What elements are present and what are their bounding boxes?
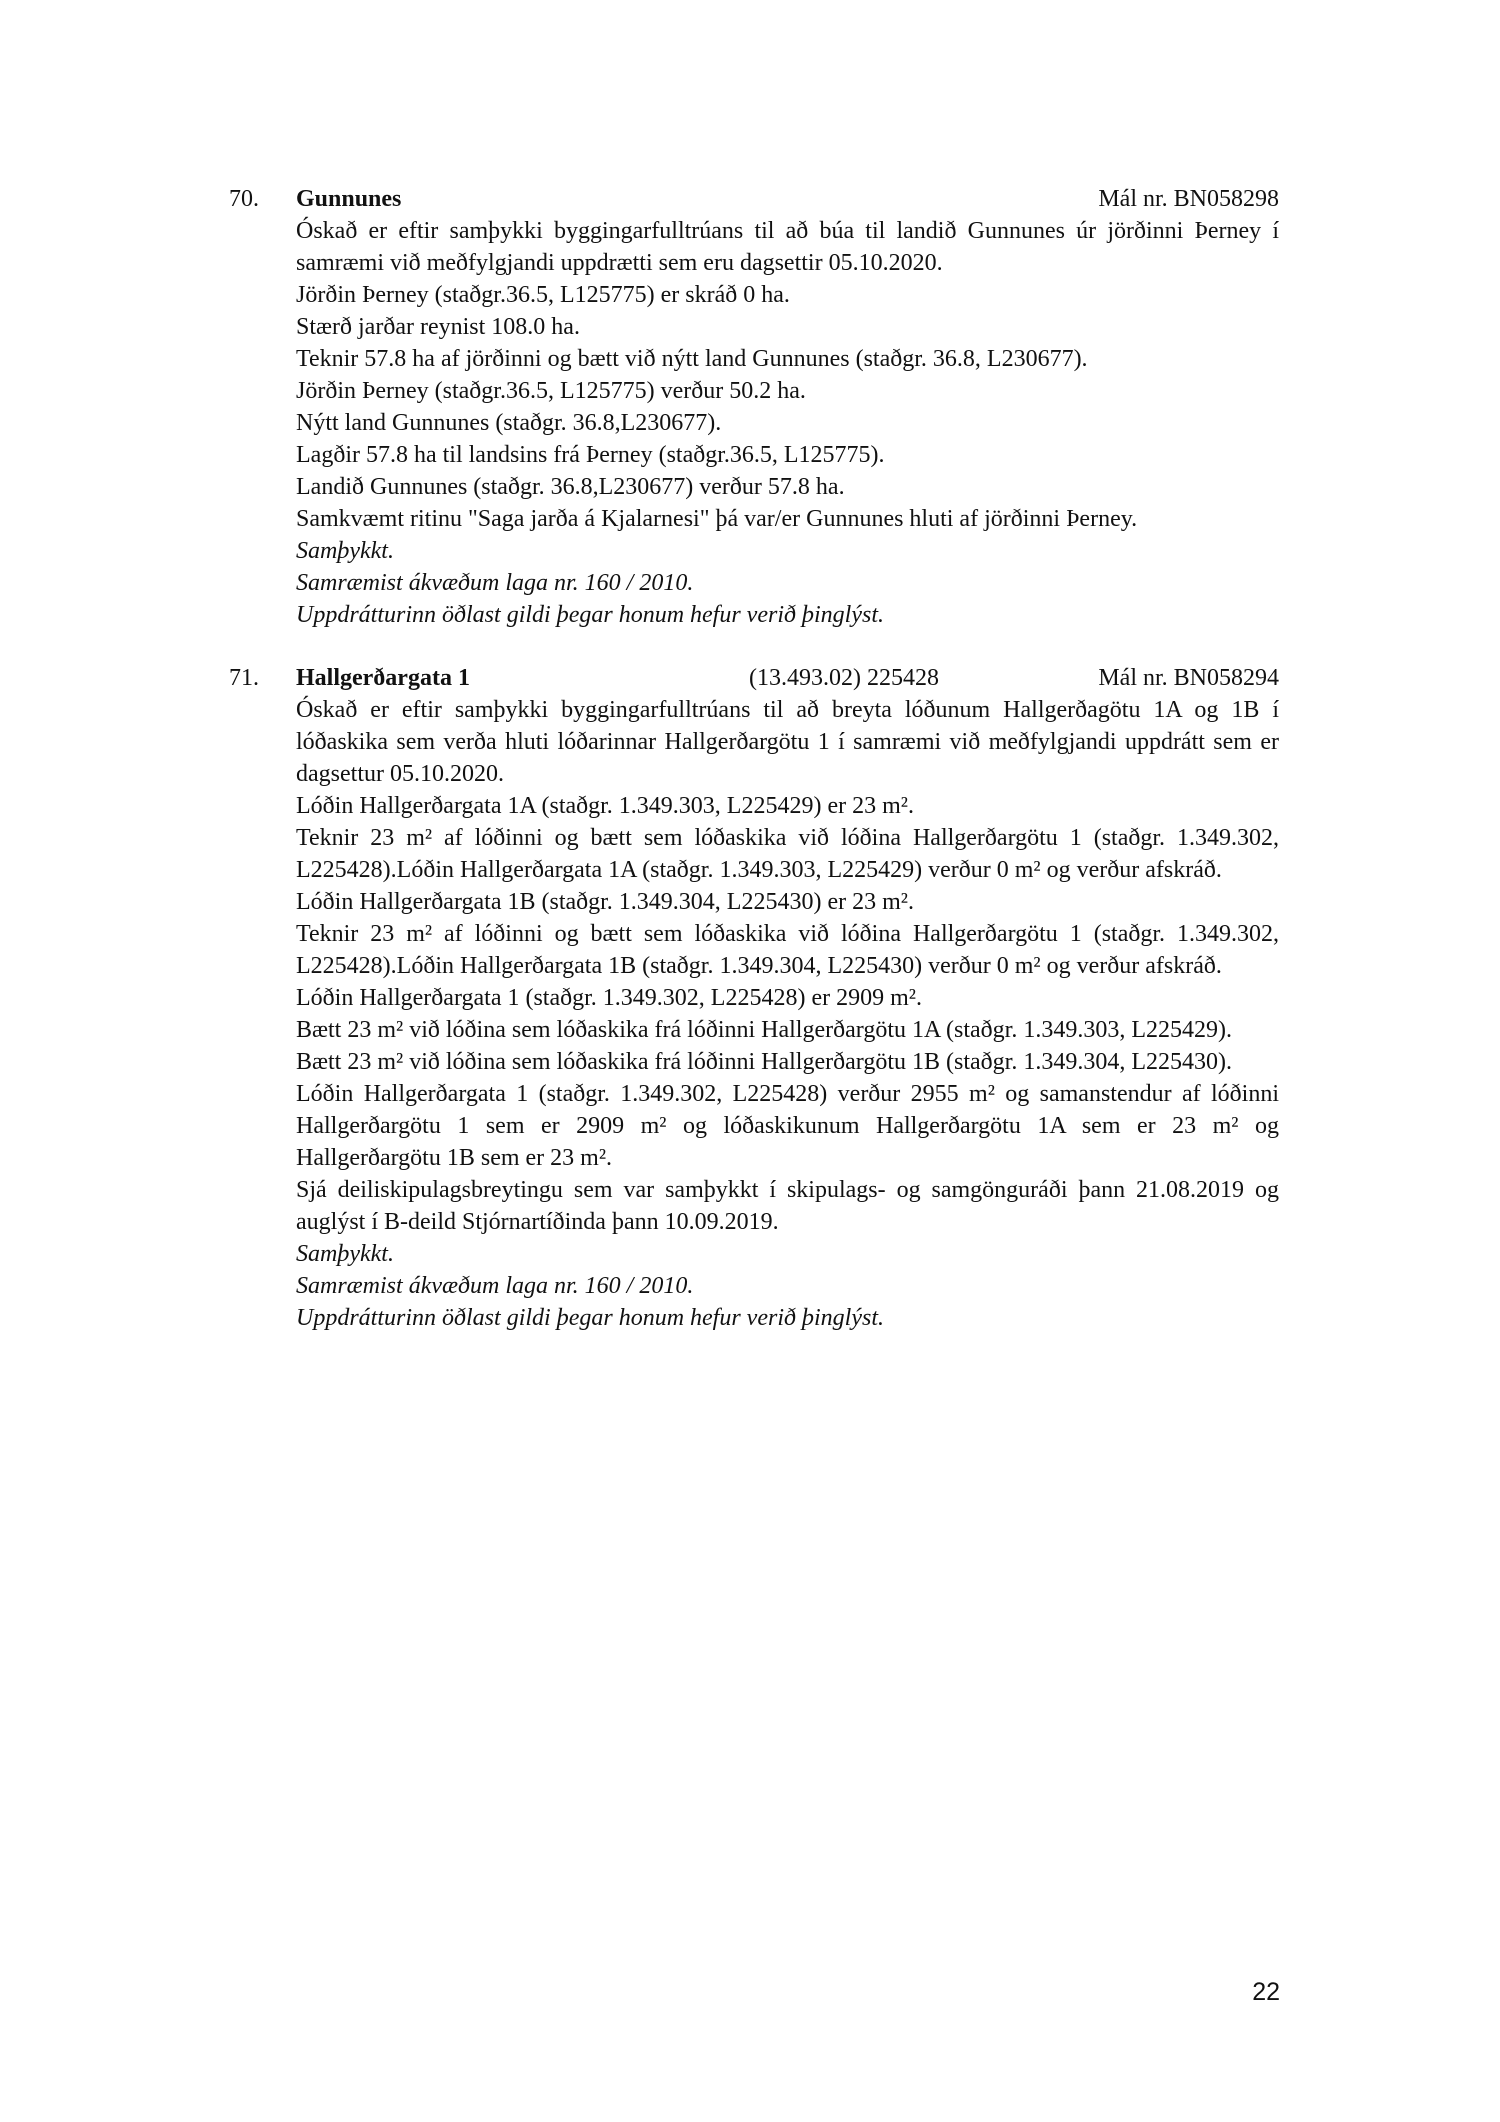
case-number: Mál nr. BN058298 xyxy=(1098,186,1279,212)
item-paragraph: Stærð jarðar reynist 108.0 ha. xyxy=(296,314,580,340)
item-paragraph: Óskað er eftir samþykki byggingarfulltrúans til að breyta lóðunum Hallgerðagötu 1A og 1B í lóðaskika sem verða hluti lóðarinnar Hallgerðargötu 1 í samræmi við meðfylgjandi uppdrátt sem er dagsettur 05.10.2020. xyxy=(296,697,1279,787)
item-header xyxy=(229,662,1279,694)
item-paragraph: Jörðin Þerney (staðgr.36.5, L125775) verður 50.2 ha. xyxy=(296,378,806,404)
property-reference: (13.493.02) 225428 xyxy=(749,665,939,691)
law-compliance-note: Samræmist ákvæðum laga nr. 160 / 2010. xyxy=(296,1273,694,1299)
item-paragraph: Nýtt land Gunnunes (staðgr. 36.8,L230677). xyxy=(296,410,722,436)
item-title: Hallgerðargata 1 xyxy=(296,665,470,691)
item-paragraph: Landið Gunnunes (staðgr. 36.8,L230677) verður 57.8 ha. xyxy=(296,474,845,500)
item-paragraph: Teknir 57.8 ha af jörðinni og bætt við nýtt land Gunnunes (staðgr. 36.8, L230677). xyxy=(296,346,1088,372)
agenda-item-71 xyxy=(229,662,1279,1334)
law-compliance-note: Samræmist ákvæðum laga nr. 160 / 2010. xyxy=(296,570,694,596)
item-paragraph: Lóðin Hallgerðargata 1 (staðgr. 1.349.302, L225428) er 2909 m². xyxy=(296,985,922,1011)
item-paragraph: Jörðin Þerney (staðgr.36.5, L125775) er skráð 0 ha. xyxy=(296,282,790,308)
item-paragraph: Sjá deiliskipulagsbreytingu sem var samþykkt í skipulags- og samgönguráði þann 21.08.2019 og auglýst í B-deild Stjórnartíðinda þann 10.09.2019. xyxy=(296,1177,1279,1235)
registration-note: Uppdrátturinn öðlast gildi þegar honum hefur verið þinglýst. xyxy=(296,602,884,628)
approval-note: Samþykkt. xyxy=(296,538,394,564)
item-paragraph: Teknir 23 m² af lóðinni og bætt sem lóðaskika við lóðina Hallgerðargötu 1 (staðgr. 1.349.302, L225428).Lóðin Hallgerðargata 1A (staðgr. 1.349.303, L225429) verður 0 m² og verður afskráð. xyxy=(296,825,1279,883)
approval-note: Samþykkt. xyxy=(296,1241,394,1267)
item-body xyxy=(296,215,1279,631)
registration-note: Uppdrátturinn öðlast gildi þegar honum hefur verið þinglýst. xyxy=(296,1305,884,1331)
item-header xyxy=(229,183,1279,215)
item-paragraph: Bætt 23 m² við lóðina sem lóðaskika frá lóðinni Hallgerðargötu 1A (staðgr. 1.349.303, L225429). xyxy=(296,1017,1232,1043)
item-number: 70. xyxy=(229,186,259,212)
item-paragraph: Teknir 23 m² af lóðinni og bætt sem lóðaskika við lóðina Hallgerðargötu 1 (staðgr. 1.349.302, L225428).Lóðin Hallgerðargata 1B (staðgr. 1.349.304, L225430) verður 0 m² og verður afskráð. xyxy=(296,921,1279,979)
item-number: 71. xyxy=(229,665,259,691)
case-number: Mál nr. BN058294 xyxy=(1098,665,1279,691)
item-paragraph: Óskað er eftir samþykki byggingarfulltrúans til að búa til landið Gunnunes úr jörðinni Þerney í samræmi við meðfylgjandi uppdrætti sem eru dagsettir 05.10.2020. xyxy=(296,218,1279,276)
item-paragraph: Lóðin Hallgerðargata 1B (staðgr. 1.349.304, L225430) er 23 m². xyxy=(296,889,914,915)
item-body xyxy=(296,694,1279,1334)
item-paragraph: Lóðin Hallgerðargata 1 (staðgr. 1.349.302, L225428) verður 2955 m² og samanstendur af lóðinni Hallgerðargötu 1 sem er 2909 m² og lóðaskikunum Hallgerðargötu 1A sem er 23 m² og Hallgerðargötu 1B sem er 23 m². xyxy=(296,1081,1279,1171)
item-paragraph: Lóðin Hallgerðargata 1A (staðgr. 1.349.303, L225429) er 23 m². xyxy=(296,793,914,819)
item-paragraph: Samkvæmt ritinu "Saga jarða á Kjalarnesi" þá var/er Gunnunes hluti af jörðinni Þerney. xyxy=(296,506,1138,532)
item-paragraph: Bætt 23 m² við lóðina sem lóðaskika frá lóðinni Hallgerðargötu 1B (staðgr. 1.349.304, L225430). xyxy=(296,1049,1232,1075)
item-paragraph: Lagðir 57.8 ha til landsins frá Þerney (staðgr.36.5, L125775). xyxy=(296,442,885,468)
item-title: Gunnunes xyxy=(296,186,402,212)
page-number: 22 xyxy=(1252,1978,1280,2006)
agenda-item-70 xyxy=(229,183,1279,631)
